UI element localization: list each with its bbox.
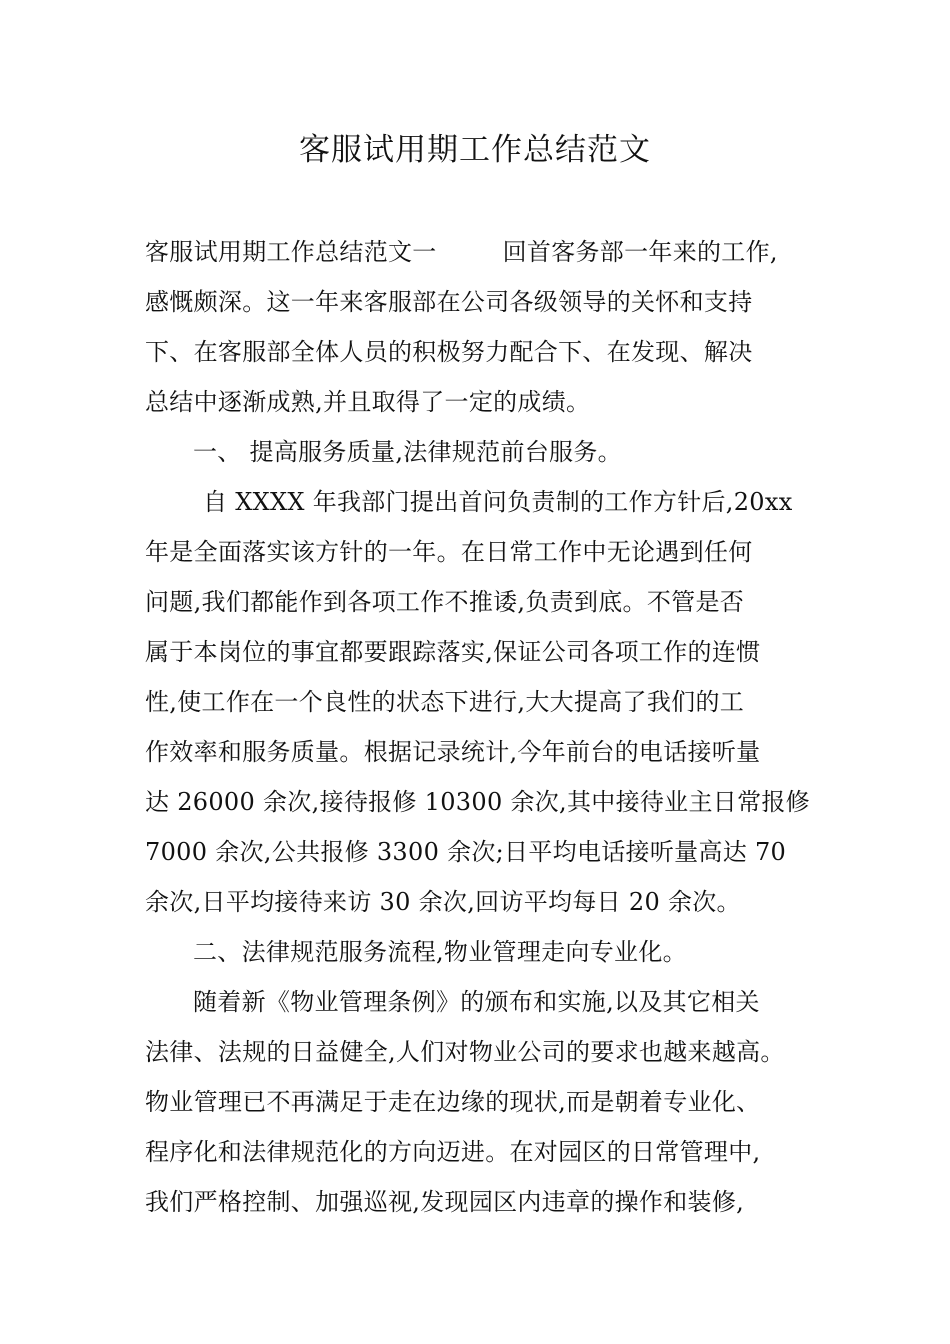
paragraph-line: 下、在客服部全体人员的积极努力配合下、在发现、解决: [145, 338, 753, 366]
paragraph-line: 物业管理已不再满足于走在边缘的现状,而是朝着专业化、: [145, 1088, 761, 1116]
paragraph-line: 我们严格控制、加强巡视,发现园区内违章的操作和装修,: [145, 1188, 745, 1216]
document-title: 客服试用期工作总结范文: [299, 132, 651, 168]
paragraph-line: 感慨颇深。这一年来客服部在公司各级领导的关怀和支持: [145, 288, 753, 316]
paragraph-line: 总结中逐渐成熟,并且取得了一定的成绩。: [145, 388, 591, 416]
paragraph-line: 7000 余次,公共报修 3300 余次;日平均电话接听量高达 70: [145, 838, 787, 866]
paragraph-line: 问题,我们都能作到各项工作不推诿,负责到底。不管是否: [145, 588, 745, 616]
paragraph-line: 随着新《物业管理条例》的颁布和实施,以及其它相关: [193, 988, 760, 1016]
section-heading: 客服试用期工作总结范文一: [145, 238, 437, 266]
section-heading: 二、法律规范服务流程,物业管理走向专业化。: [193, 938, 687, 966]
section-heading: 一、 提高服务质量,法律规范前台服务。: [193, 438, 622, 466]
paragraph-line: [145, 227, 835, 277]
paragraph-line: 达 26000 余次,接待报修 10300 余次,其中接待业主日常报修: [145, 788, 810, 816]
paragraph-line: 程序化和法律规范化的方向迈进。在对园区的日常管理中,: [145, 1138, 761, 1166]
paragraph-line: 作效率和服务质量。根据记录统计,今年前台的电话接听量: [145, 738, 761, 766]
paragraph-line: 自 XXXX 年我部门提出首问负责制的工作方针后,20xx: [203, 488, 793, 516]
paragraph-line: 余次,日平均接待来访 30 余次,回访平均每日 20 余次。: [145, 888, 741, 916]
paragraph-line: 属于本岗位的事宜都要跟踪落实,保证公司各项工作的连惯: [145, 638, 761, 666]
paragraph-text: 回首客务部一年来的工作,: [502, 238, 778, 266]
paragraph-line: 性,使工作在一个良性的状态下进行,大大提高了我们的工: [145, 688, 745, 716]
paragraph-line: 法律、法规的日益健全,人们对物业公司的要求也越来越高。: [145, 1038, 785, 1066]
document-body: [145, 227, 835, 1227]
paragraph-line: 年是全面落实该方针的一年。在日常工作中无论遇到任何: [145, 538, 753, 566]
